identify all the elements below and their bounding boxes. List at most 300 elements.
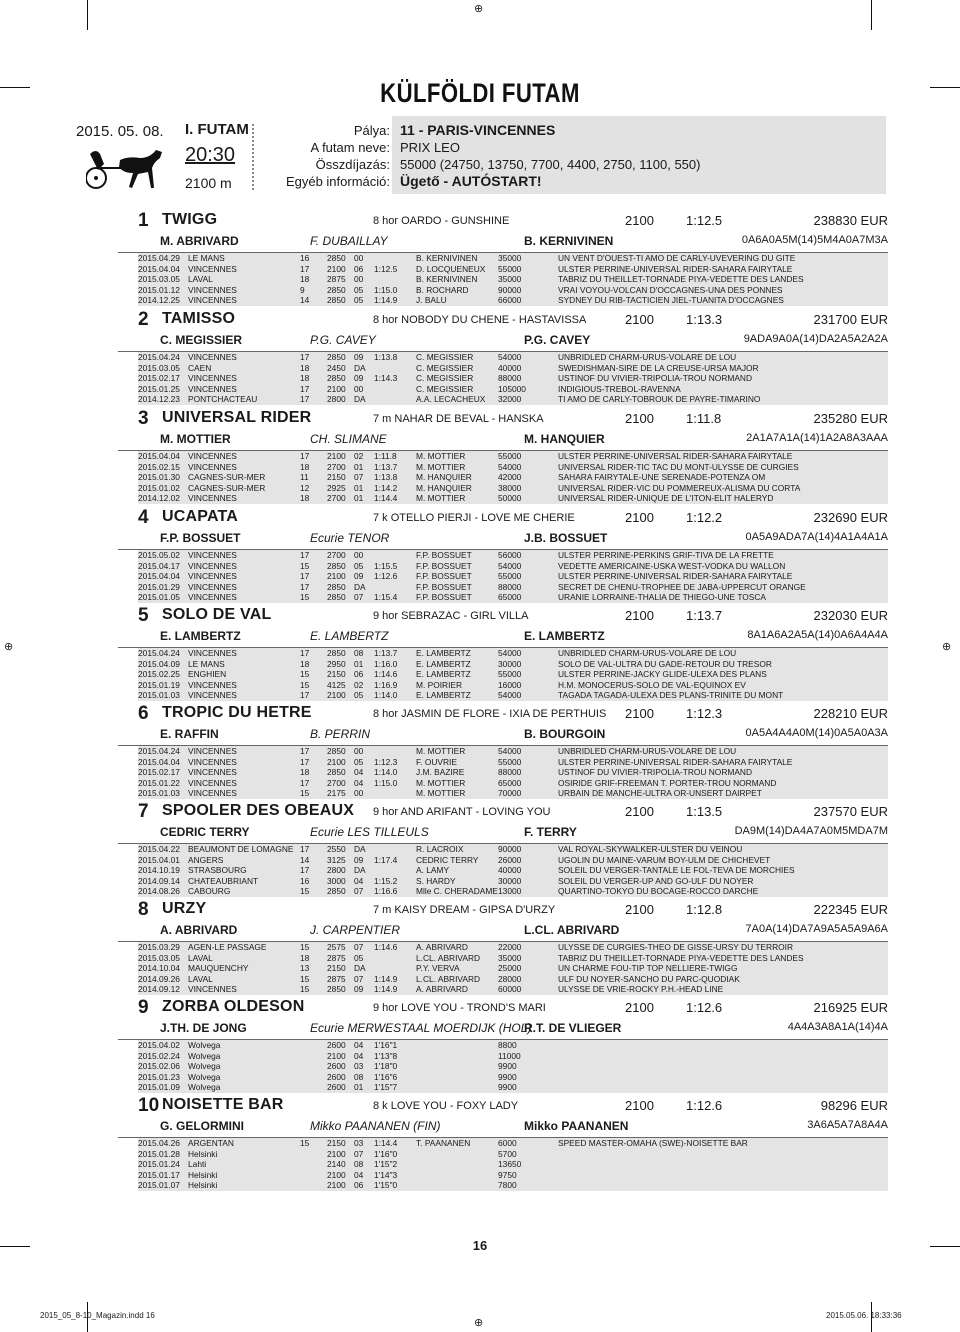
race-cell: VINCENNES [188,263,237,274]
horse-earnings: 222345 EUR [813,902,888,917]
horse-distance: 2100 [625,608,654,623]
race-cell: 13650 [498,1159,522,1170]
race-cell: 05 [354,284,364,295]
race-cell: ULYSSE DE VRIE-ROCKY P.H.-HEAD LINE [558,984,724,995]
race-cell: 01 [354,658,364,669]
race-cell: 2015.04.24 [138,648,180,658]
race-cell: 01 [354,482,364,493]
race-cell: TABRIZ DU THEILLET-TORNADE PIYA-VEDETTE DES LANDES [558,952,804,963]
race-cell: 2100 [327,690,346,701]
race-cell: 2100 [327,756,346,767]
race-cell: 13000 [498,886,522,897]
race-cell: LAVAL [188,973,213,984]
race-cell: 08 [354,648,364,658]
past-races-table [138,648,888,701]
race-cell: 15 [300,592,310,603]
label-race-name: A futam neve: [310,140,390,155]
race-cell: 2850 [327,373,346,384]
race-cell: 2850 [327,581,346,592]
horse-entry [118,408,888,504]
horse-pedigree: 7 m KAISY DREAM - GIPSA D'URZY [373,904,556,916]
race-cell: 55000 [498,451,522,461]
race-cell: 38000 [498,482,522,493]
race-cell: 1:13.7 [374,461,398,472]
race-cell: 54000 [498,648,522,658]
race-cell: 1:15.5 [374,560,398,571]
horse-name: UNIVERSAL RIDER [162,409,312,426]
entry-title-row [118,1095,888,1117]
race-cell: 15 [300,669,310,680]
driver-name: F.P. BOSSUET [160,531,241,545]
race-cell: 13 [300,963,310,974]
race-cell: 2150 [327,472,346,483]
race-cell: Wolvega [188,1050,221,1061]
horse-earnings: 228210 EUR [813,706,888,721]
race-cell: 35000 [498,952,522,963]
race-cell: B. KERNIVINEN [416,274,478,285]
entry-title-row [118,899,888,921]
race-cell: 88000 [498,373,522,384]
registration-mark-icon: ⊕ [474,1317,484,1329]
table-row [138,384,888,395]
race-cell: VINCENNES [188,756,237,767]
race-cell: 8800 [498,1040,517,1050]
race-cell: 4125 [327,679,346,690]
race-cell: 17 [300,451,310,461]
horse-name: ZORBA OLDESON [162,998,305,1015]
race-cell: SWEDISHMAN-SIRE DE LA CREUSE-URSA MAJOR [558,362,759,373]
race-cell: 88000 [498,581,522,592]
race-cell: 00 [354,746,364,756]
race-cell: 2600 [327,1082,346,1093]
race-cell: 00 [354,274,364,285]
table-row [138,659,888,670]
race-cell: 25000 [498,963,522,974]
race-cell: 09 [354,854,364,865]
race-cell: CAGNES-SUR-MER [188,472,266,483]
race-cell: M. HANQUIER [416,482,472,493]
race-cell: M. MOTTIER [416,777,466,788]
race-cell: ULSTER PERRINE-JACKY GLIDE-ULEXA DES PLANS [558,669,767,680]
race-cell: 2015.01.17 [138,1169,180,1180]
race-cell: Helsinki [188,1148,218,1159]
table-row [138,264,888,275]
race-cell: 70000 [498,788,522,799]
table-row [138,942,888,953]
horse-distance: 2100 [625,411,654,426]
race-cell: 2100 [327,263,346,274]
trainer-name: Mikko PAANANEN (FIN) [310,1119,441,1133]
race-cell: VINCENNES [188,592,237,603]
race-cell: ULF DU NOYER-SANCHO DU PARC-QUODIAK [558,973,740,984]
race-cell: 06 [354,669,364,680]
race-cell: 2014.10.04 [138,963,180,974]
race-cell: 2875 [327,274,346,285]
race-cell: 11 [300,472,309,483]
race-cell: 18 [300,362,310,373]
race-cell: 17 [300,581,310,592]
race-cell: R. LACROIX [416,844,464,854]
header-divider [252,124,254,190]
race-cell: 1:12.5 [374,263,398,274]
race-cell: 2100 [327,451,346,461]
entry-title-row [118,997,888,1019]
race-cell: QUARTINO-TOKYO DU BOCAGE-ROCCO DARCHE [558,886,759,897]
race-cell: 1:15.2 [374,875,398,886]
race-time: 20:30 [185,144,236,166]
race-cell: 04 [354,777,364,788]
race-cell: STRASBOURG [188,865,247,876]
race-cell: 1:15.4 [374,592,398,603]
race-cell: C. MEGISSIER [416,352,474,362]
race-cell: 2850 [327,648,346,658]
race-cell: VINCENNES [188,767,237,778]
race-cell: F.P. BOSSUET [416,581,472,592]
registration-mark-icon: ⊕ [4,641,14,653]
race-cell: E. LAMBERTZ [416,658,471,669]
race-cell: 2015.01.24 [138,1159,180,1170]
race-cell: 2875 [327,952,346,963]
value-other-info: Ügető - AUTÓSTART! [400,173,542,189]
race-cell: UNIVERSAL RIDER-UNIQUE DE L'ITON-ELIT HALERYD [558,493,774,504]
race-cell: 05 [354,952,364,963]
horse-distance: 2100 [625,213,654,228]
table-row [138,974,888,985]
race-cell: F.P. BOSSUET [416,550,472,560]
race-cell: 1'15"7 [374,1082,398,1093]
race-cell: UN VENT D'OUEST-TI AMO DE CARLY-UVEVERING DU GITE [558,253,796,263]
race-cell: 05 [354,690,364,701]
race-cell: 2150 [327,669,346,680]
race-cell: F.P. BOSSUET [416,560,472,571]
entry-people-row [118,430,888,451]
race-cell: VINCENNES [188,493,237,504]
page-number: 16 [472,1238,488,1253]
race-cell: URANIE LORRAINE-THALIA DE THIEGO-UNE TOSCA [558,592,767,603]
entry-people-row [118,529,888,550]
race-cell: 00 [354,550,364,560]
horse-distance: 2100 [625,510,654,525]
race-cell: 07 [354,886,364,897]
race-cell: P.Y. VERVA [416,963,460,974]
race-cell: 15 [300,1138,310,1148]
horse-pedigree: 8 hor OARDO - GUNSHINE [373,215,510,227]
form-string: 0A5A9ADA7A(14)4A1A4A1A [745,531,888,543]
race-cell: 2015.02.17 [138,373,180,384]
race-cell: SOLEIL DU VERGER-UP AND GO-ULF DU NOYER [558,875,754,886]
race-cell: H.M. MONOCERUS-SOLO DE VAL-EQUINOX EV [558,679,746,690]
race-cell: 2014.09.14 [138,875,180,886]
past-races-table [138,550,888,603]
horse-entry [118,997,888,1093]
table-row [138,274,888,285]
horse-earnings: 238830 EUR [813,213,888,228]
race-cell: F.P. BOSSUET [416,592,472,603]
horse-record: 1:12.6 [686,1000,723,1015]
race-cell: 60000 [498,984,522,995]
race-cell: 9900 [498,1082,517,1093]
race-cell: 17 [300,690,310,701]
race-cell: 02 [354,451,364,461]
race-cell: 30000 [498,875,522,886]
horse-pedigree: 8 k LOVE YOU - FOXY LADY [373,1100,519,1112]
footer-file: 2015_05_8-10_Magazin.indd 16 [40,1311,155,1320]
race-cell: VINCENNES [188,679,237,690]
table-row [138,582,888,593]
race-cell: 03 [354,1061,364,1072]
race-cell: 08 [354,1159,364,1170]
race-cell: VINCENNES [188,648,237,658]
race-cell: C. MEGISSIER [416,373,474,384]
horse-pedigree: 7 m NAHAR DE BEVAL - HANSKA [373,413,544,425]
race-cell: 15 [300,984,310,995]
race-cell: 1:12.6 [374,571,398,582]
race-cell: 1'13"8 [374,1050,398,1061]
past-races-table [138,1040,888,1093]
table-row [138,462,888,473]
race-cell: 2015.04.01 [138,854,180,865]
race-cell: 2550 [327,844,346,854]
entry-people-row [118,627,888,648]
race-cell: B. KERNIVINEN [416,253,478,263]
table-row [138,767,888,778]
race-cell: 2150 [327,1138,346,1148]
race-cell: 30000 [498,658,522,669]
table-row [138,472,888,483]
past-races-table [138,1138,888,1191]
horse-earnings: 232690 EUR [813,510,888,525]
race-cell: 2015.01.03 [138,690,180,701]
race-cell: 07 [354,973,364,984]
horse-earnings: 235280 EUR [813,411,888,426]
race-cell: 2700 [327,461,346,472]
race-cell: 1:14.6 [374,942,398,952]
race-cell: 2015.04.24 [138,746,180,756]
race-cell: 14 [300,854,310,865]
race-distance: 2100 m [185,175,232,191]
race-cell: VINCENNES [188,451,237,461]
race-cell: 17 [300,865,310,876]
start-number: 8 [138,899,149,920]
race-cell: VINCENNES [188,984,237,995]
race-cell: 2015.05.02 [138,550,180,560]
race-cell: B. ROCHARD [416,284,469,295]
past-races-table [138,253,888,306]
owner-name: E. LAMBERTZ [524,629,605,643]
race-cell: 54000 [498,560,522,571]
race-cell: 2850 [327,284,346,295]
race-cell: 15 [300,560,310,571]
race-cell: E. LAMBERTZ [416,690,471,701]
value-race-name: PRIX LEO [400,140,460,155]
race-cell: 2100 [327,1169,346,1180]
trainer-name: CH. SLIMANE [310,432,387,446]
race-cell: 14 [300,295,310,306]
race-cell: VINCENNES [188,373,237,384]
race-cell: E. LAMBERTZ [416,669,471,680]
start-number: 10 [138,1095,160,1116]
race-cell: 54000 [498,461,522,472]
driver-name: M. MOTTIER [160,432,231,446]
race-cell: 15 [300,973,310,984]
race-cell: D. LOCQUENEUX [416,263,486,274]
race-cell: 04 [354,1040,364,1050]
race-cell: USTINOF DU VIVIER-TRIPOLIA-TROU NORMAND [558,767,753,778]
race-cell: 2015.01.30 [138,472,180,483]
crop-mark [87,0,88,30]
race-cell: 54000 [498,690,522,701]
race-cell: 17 [300,777,310,788]
race-cell: M. MOTTIER [416,461,466,472]
horse-record: 1:13.5 [686,804,723,819]
race-cell: M. MOTTIER [416,746,466,756]
race-cell: 35000 [498,274,522,285]
horse-entry [118,1095,888,1191]
race-cell: 2014.09.26 [138,973,180,984]
race-cell: 1'15"0 [374,1180,398,1191]
table-row [138,550,888,561]
race-cell: C. MEGISSIER [416,383,474,394]
race-cell: 42000 [498,472,522,483]
form-string: 4A4A3A8A1A(14)4A [787,1021,888,1033]
start-number: 4 [138,507,149,528]
race-cell: 105000 [498,383,526,394]
race-cell: LAVAL [188,952,213,963]
race-cell: 17 [300,550,310,560]
race-cell: 2850 [327,886,346,897]
race-cell: 2600 [327,1071,346,1082]
race-cell: T. PAANANEN [416,1138,471,1148]
start-number: 5 [138,605,149,626]
horse-earnings: 231700 EUR [813,312,888,327]
race-cell: 2700 [327,777,346,788]
start-number: 3 [138,408,149,429]
entry-people-row [118,232,888,253]
past-races-table [138,352,888,405]
table-row [138,1159,888,1170]
race-cell: 2850 [327,984,346,995]
race-cell: 1:16.9 [374,679,398,690]
race-cell: 2015.04.24 [138,352,180,362]
race-cell: M. HANQUIER [416,472,472,483]
table-row [138,865,888,876]
race-cell: 18 [300,461,310,472]
table-row [138,394,888,405]
race-cell: 02 [354,679,364,690]
sulky-horse-icon [86,146,172,195]
table-row [138,746,888,757]
race-cell: J.M. BAZIRE [416,767,465,778]
race-cell: 00 [354,788,364,799]
race-cell: TI AMO DE CARLY-TOBROUK DE PAYRE-TIMARINO [558,394,761,405]
table-row [138,1149,888,1160]
race-cell: 16000 [498,679,522,690]
form-string: 7A0A(14)DA7A9A5A5A9A6A [745,923,888,935]
race-cell: 2015.04.04 [138,263,180,274]
race-cell: 9900 [498,1071,517,1082]
race-cell: TAGADA TAGADA-ULEXA DES PLANS-TRINITE DU MONT [558,690,784,701]
race-cell: 1:14.9 [374,295,398,306]
race-cell: 2015.04.26 [138,1138,180,1148]
race-cell: 2015.04.17 [138,560,180,571]
race-cell: 2015.01.19 [138,679,180,690]
race-cell: 2015.04.22 [138,844,180,854]
label-purse: Összdíjazás: [315,157,390,172]
race-cell: 09 [354,373,364,384]
race-cell: 2015.01.03 [138,788,180,799]
table-row [138,253,888,264]
race-cell: DA [354,844,366,854]
race-cell: 2015.02.15 [138,461,180,472]
race-cell: ULSTER PERRINE-UNIVERSAL RIDER-SAHARA FAIRYTALE [558,571,793,582]
table-row [138,493,888,504]
race-cell: 04 [354,875,364,886]
race-cell: VINCENNES [188,690,237,701]
race-cell: 2015.03.05 [138,274,180,285]
race-cell: 2015.02.17 [138,767,180,778]
race-cell: PONTCHACTEAU [188,394,258,405]
race-cell: VINCENNES [188,461,237,472]
race-cell: M. POIRIER [416,679,463,690]
race-cell: CABOURG [188,886,231,897]
race-cell: 2015.01.28 [138,1148,180,1159]
race-cell: 05 [354,560,364,571]
race-cell: 2850 [327,253,346,263]
race-cell: 50000 [498,493,522,504]
race-cell: DA [354,581,366,592]
race-cell: 2015.01.07 [138,1180,180,1191]
race-cell: 18 [300,493,310,504]
horse-entry [118,507,888,603]
race-cell: ENGHIEN [188,669,227,680]
race-cell: SAHARA FAIRYTALE-UNE SERENADE-POTENZA OM [558,472,766,483]
table-row [138,1061,888,1072]
race-cell: OSIRIDE GRIF-FREEMAN T. PORTER-TROU NORMAND [558,777,777,788]
race-cell: M. MOTTIER [416,451,466,461]
table-row [138,1170,888,1181]
race-cell: 05 [354,756,364,767]
race-cell: 17 [300,746,310,756]
race-cell: 18 [300,952,310,963]
race-cell: 1'15"2 [374,1159,398,1170]
race-cell: VEDETTE AMERICAINE-USKA WEST-VODKA DU WALLON [558,560,786,571]
race-cell: ULYSSE DE CURGIES-THEO DE GISSE-URSY DU TERROIR [558,942,794,952]
race-cell: 40000 [498,362,522,373]
race-cell: M. MOTTIER [416,493,466,504]
race-cell: 9750 [498,1169,517,1180]
trainer-name: Ecurie TENOR [310,531,390,545]
race-cell: 15 [300,679,310,690]
race-cell: A. ABRIVARD [416,942,468,952]
race-cell: 1'18"0 [374,1061,398,1072]
race-cell: 16 [300,253,310,263]
race-cell: 2700 [327,493,346,504]
race-cell: Wolvega [188,1071,221,1082]
horse-name: UCAPATA [162,508,239,525]
entry-title-row [118,801,888,823]
driver-name: M. ABRIVARD [160,234,239,248]
horse-name: URZY [162,900,207,917]
race-cell: 04 [354,1169,364,1180]
race-cell: 1:14.9 [374,973,398,984]
race-cell: SOLO DE VAL-ULTRA DU GADE-RETOUR DU TRESOR [558,658,772,669]
race-cell: F. OUVRIE [416,756,457,767]
race-cell: 16 [300,875,310,886]
race-cell: 2600 [327,1061,346,1072]
race-cell: DA [354,362,366,373]
table-row [138,855,888,866]
race-cell: Wolvega [188,1082,221,1093]
